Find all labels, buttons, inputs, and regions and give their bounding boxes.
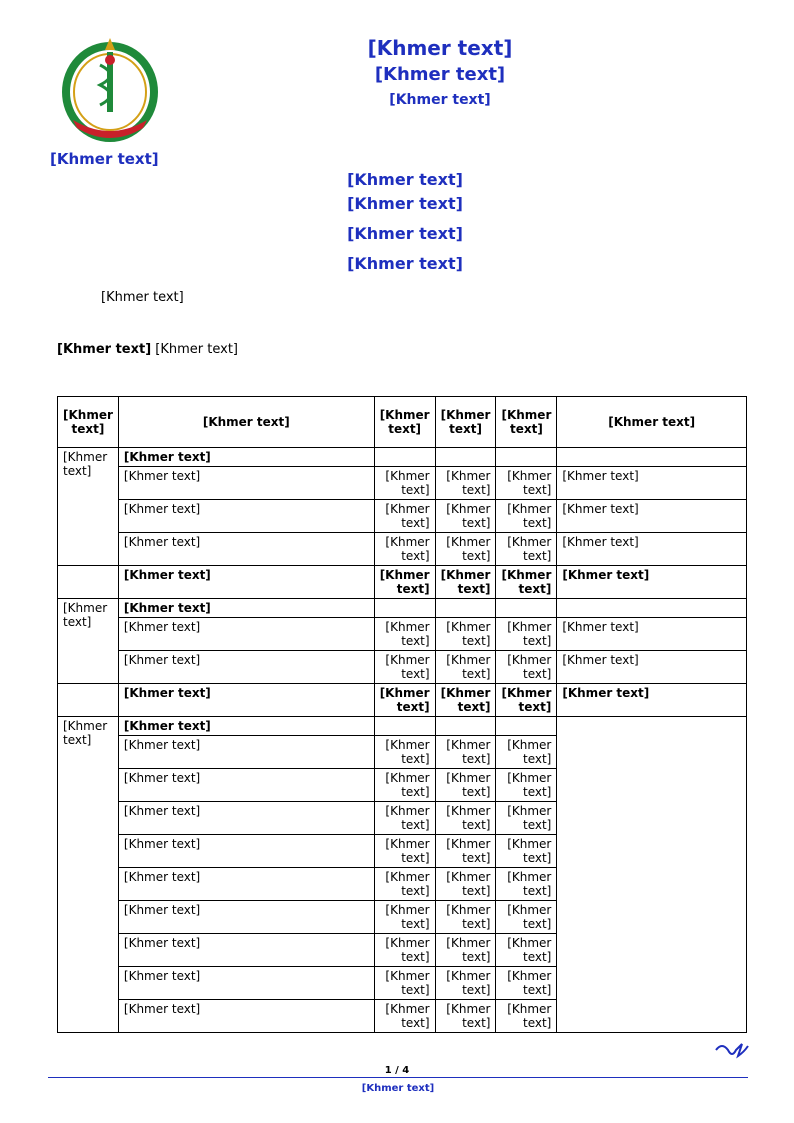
- table-row: [58, 500, 747, 533]
- subtotal-row: [58, 566, 747, 599]
- row-total: [Khmer text]: [374, 901, 435, 934]
- row-male: [Khmer text]: [496, 736, 557, 769]
- row-description: [Khmer text]: [118, 934, 374, 967]
- row-total: [Khmer text]: [374, 467, 435, 500]
- subtotal-other: [Khmer text]: [557, 684, 747, 717]
- subtotal-female: [Khmer text]: [435, 566, 496, 599]
- row-other: [Khmer text]: [557, 467, 747, 500]
- row-female: [Khmer text]: [435, 736, 496, 769]
- row-female: [Khmer text]: [435, 967, 496, 1000]
- row-description: [Khmer text]: [118, 736, 374, 769]
- row-female: [Khmer text]: [435, 618, 496, 651]
- row-total: [Khmer text]: [374, 736, 435, 769]
- intro-paragraph: [Khmer text]: [101, 290, 184, 305]
- row-female: [Khmer text]: [435, 769, 496, 802]
- section-1: [57, 339, 747, 361]
- row-male: [Khmer text]: [496, 467, 557, 500]
- subtotal-label: [Khmer text]: [118, 566, 374, 599]
- group-number: [Khmer text]: [58, 599, 119, 684]
- subtotal-male: [Khmer text]: [496, 684, 557, 717]
- row-description: [Khmer text]: [118, 868, 374, 901]
- release-date: [Khmer text]: [347, 254, 463, 273]
- row-female: [Khmer text]: [435, 835, 496, 868]
- signature-mark: [712, 1040, 752, 1062]
- row-male: [Khmer text]: [496, 1000, 557, 1033]
- row-total: [Khmer text]: [374, 500, 435, 533]
- row-female: [Khmer text]: [435, 651, 496, 684]
- footer-address: [Khmer text]: [361, 1083, 435, 1094]
- row-total: [Khmer text]: [374, 651, 435, 684]
- row-other: [Khmer text]: [557, 618, 747, 651]
- section-1-heading: [Khmer text]: [57, 342, 152, 357]
- wheat-emblem-icon: [66, 38, 154, 138]
- row-description: [Khmer text]: [118, 967, 374, 1000]
- row-total: [Khmer text]: [374, 1000, 435, 1033]
- row-description: [Khmer text]: [118, 500, 374, 533]
- group-label: [Khmer text]: [118, 448, 374, 467]
- row-description: [Khmer text]: [118, 467, 374, 500]
- row-female: [Khmer text]: [435, 901, 496, 934]
- row-male: [Khmer text]: [496, 651, 557, 684]
- group-label: [Khmer text]: [118, 717, 374, 736]
- release-subject: [Khmer text]: [347, 194, 463, 213]
- row-total: [Khmer text]: [374, 769, 435, 802]
- row-other: [Khmer text]: [557, 500, 747, 533]
- release-title: [Khmer text]: [347, 170, 463, 189]
- group-label: [Khmer text]: [118, 599, 374, 618]
- row-female: [Khmer text]: [435, 467, 496, 500]
- table-row: [58, 533, 747, 566]
- kingdom-title: [Khmer text]: [367, 36, 513, 60]
- row-male: [Khmer text]: [496, 500, 557, 533]
- row-description: [Khmer text]: [118, 835, 374, 868]
- row-female: [Khmer text]: [435, 868, 496, 901]
- header-description: [Khmer text]: [118, 397, 374, 448]
- table-row: [58, 651, 747, 684]
- group-row: [58, 448, 747, 467]
- row-total: [Khmer text]: [374, 835, 435, 868]
- row-male: [Khmer text]: [496, 835, 557, 868]
- section-1-text: [Khmer text]: [155, 342, 239, 357]
- header-ornament: [Khmer text]: [389, 92, 491, 108]
- header-female: [Khmer text]: [435, 397, 496, 448]
- row-female: [Khmer text]: [435, 802, 496, 835]
- row-description: [Khmer text]: [118, 1000, 374, 1033]
- group-row: [58, 599, 747, 618]
- row-total: [Khmer text]: [374, 533, 435, 566]
- row-male: [Khmer text]: [496, 618, 557, 651]
- subtotal-label: [Khmer text]: [118, 684, 374, 717]
- row-female: [Khmer text]: [435, 533, 496, 566]
- row-other: [Khmer text]: [557, 533, 747, 566]
- header-male: [Khmer text]: [496, 397, 557, 448]
- header-other: [Khmer text]: [557, 397, 747, 448]
- national-motto: [Khmer text]: [374, 64, 506, 85]
- row-description: [Khmer text]: [118, 618, 374, 651]
- row-male: [Khmer text]: [496, 868, 557, 901]
- subtotal-total: [Khmer text]: [374, 684, 435, 717]
- group-number: [Khmer text]: [58, 717, 119, 1033]
- row-description: [Khmer text]: [118, 769, 374, 802]
- row-total: [Khmer text]: [374, 967, 435, 1000]
- row-male: [Khmer text]: [496, 934, 557, 967]
- row-male: [Khmer text]: [496, 769, 557, 802]
- subtotal-female: [Khmer text]: [435, 684, 496, 717]
- row-total: [Khmer text]: [374, 802, 435, 835]
- table-row: [58, 467, 747, 500]
- release-headline: [Khmer text]: [347, 224, 463, 243]
- subtotal-other: [Khmer text]: [557, 566, 747, 599]
- table-row: [58, 618, 747, 651]
- row-description: [Khmer text]: [118, 901, 374, 934]
- group-number: [Khmer text]: [58, 448, 119, 566]
- row-female: [Khmer text]: [435, 1000, 496, 1033]
- row-other: [Khmer text]: [557, 651, 747, 684]
- ministry-name: [Khmer text]: [50, 150, 159, 168]
- row-description: [Khmer text]: [118, 802, 374, 835]
- row-female: [Khmer text]: [435, 500, 496, 533]
- row-description: [Khmer text]: [118, 533, 374, 566]
- table-header-row: [58, 397, 747, 448]
- header-total: [Khmer text]: [374, 397, 435, 448]
- row-male: [Khmer text]: [496, 901, 557, 934]
- page-number: 1 / 4: [384, 1065, 410, 1076]
- row-total: [Khmer text]: [374, 618, 435, 651]
- group-row: [58, 717, 747, 736]
- subtotal-row: [58, 684, 747, 717]
- row-male: [Khmer text]: [496, 533, 557, 566]
- subtotal-male: [Khmer text]: [496, 566, 557, 599]
- row-female: [Khmer text]: [435, 934, 496, 967]
- covid-table: [57, 396, 747, 1033]
- row-total: [Khmer text]: [374, 868, 435, 901]
- row-male: [Khmer text]: [496, 802, 557, 835]
- header-no: [Khmer text]: [58, 397, 119, 448]
- row-total: [Khmer text]: [374, 934, 435, 967]
- row-description: [Khmer text]: [118, 651, 374, 684]
- subtotal-total: [Khmer text]: [374, 566, 435, 599]
- row-male: [Khmer text]: [496, 967, 557, 1000]
- footer-divider: [48, 1077, 748, 1078]
- ministry-logo: [55, 30, 165, 145]
